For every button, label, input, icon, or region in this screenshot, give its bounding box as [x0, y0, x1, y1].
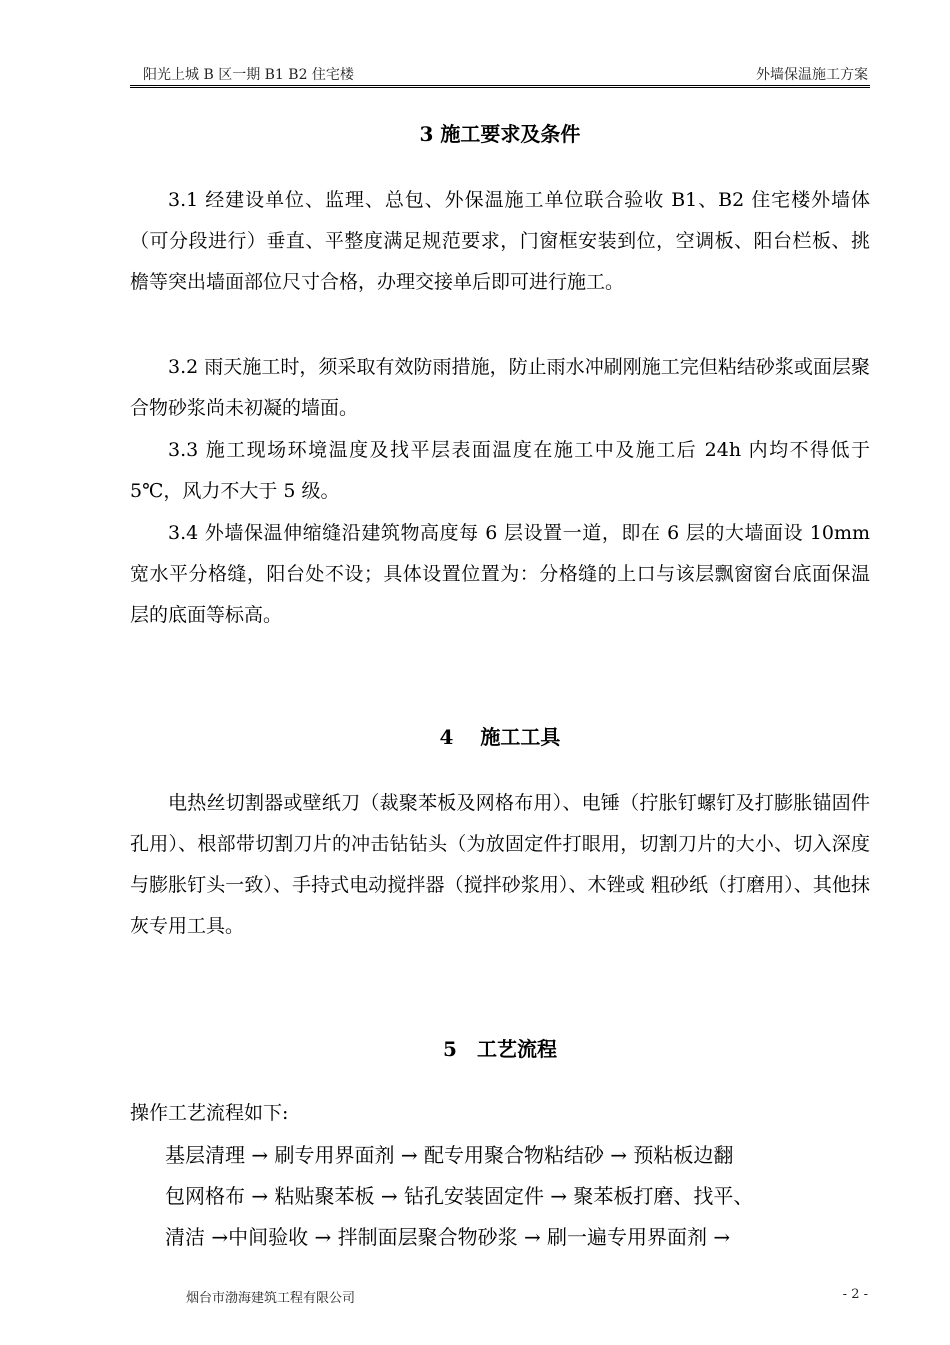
- section-4-heading: 4 施工工具: [439, 725, 561, 749]
- section-5-intro: 操作工艺流程如下:: [130, 1102, 289, 1124]
- section-3-paragraph-3: 3.3 施工现场环境温度及找平层表面温度在施工中及施工后 24h 内均不得低于 5℃，风力不大于 5 级。: [130, 439, 870, 502]
- footer-page-number: - 2 -: [842, 1287, 868, 1302]
- process-flow-line: 基层清理 → 刷专用界面剂 → 配专用聚合物粘结砂 → 预粘板边翻: [165, 1143, 734, 1167]
- header-divider: [130, 85, 870, 86]
- process-flow-line: 包网格布 → 粘贴聚苯板 → 钻孔安装固定件 → 聚苯板打磨、找平、: [165, 1184, 754, 1208]
- section-3-paragraph-2: 3.2 雨天施工时，须采取有效防雨措施，防止雨水冲刷刚施工完但粘结砂浆或面层聚合物砂浆尚未初凝的墙面。: [130, 356, 870, 419]
- process-flow-line: 清洁 →中间验收 → 拌制面层聚合物砂浆 → 刷一遍专用界面剂 →: [165, 1225, 731, 1249]
- section-3-heading: 3 施工要求及条件: [419, 122, 581, 146]
- section-5-heading: 5 工艺流程: [443, 1037, 557, 1061]
- footer-company-name: 烟台市渤海建筑工程有限公司: [186, 1291, 356, 1306]
- process-flow: [165, 1135, 865, 1258]
- header-divider-secondary: [130, 87, 870, 88]
- section-3-paragraph-4: 3.4 外墙保温伸缩缝沿建筑物高度每 6 层设置一道，即在 6 层的大墙面设 10mm 宽水平分格缝，阳台处不设；具体设置位置为：分格缝的上口与该层飘窗窗台底面保温层的底面等标高。: [130, 522, 870, 626]
- header-project-name: 阳光上城 B 区一期 B1 B2 住宅楼: [143, 67, 354, 83]
- section-3-paragraph-1: 3.1 经建设单位、监理、总包、外保温施工单位联合验收 B1、B2 住宅楼外墙体（可分段进行）垂直、平整度满足规范要求，门窗框安装到位，空调板、阳台栏板、挑檐等突出墙面部位尺寸合格，办理交接单后即可进行施工。: [130, 189, 870, 293]
- header-document-title: 外墙保温施工方案: [756, 67, 868, 83]
- section-4-paragraph: 电热丝切割器或壁纸刀（裁聚苯板及网格布用）、电锤（拧胀钉螺钉及打膨胀锚固件孔用）、根部带切割刀片的冲击钻钻头（为放固定件打眼用，切割刀片的大小、切入深度与膨胀钉头一致）、手持式电动搅拌器（搅拌砂浆用）、木锉或 粗砂纸（打磨用）、其他抹灰专用工具。: [130, 792, 870, 937]
